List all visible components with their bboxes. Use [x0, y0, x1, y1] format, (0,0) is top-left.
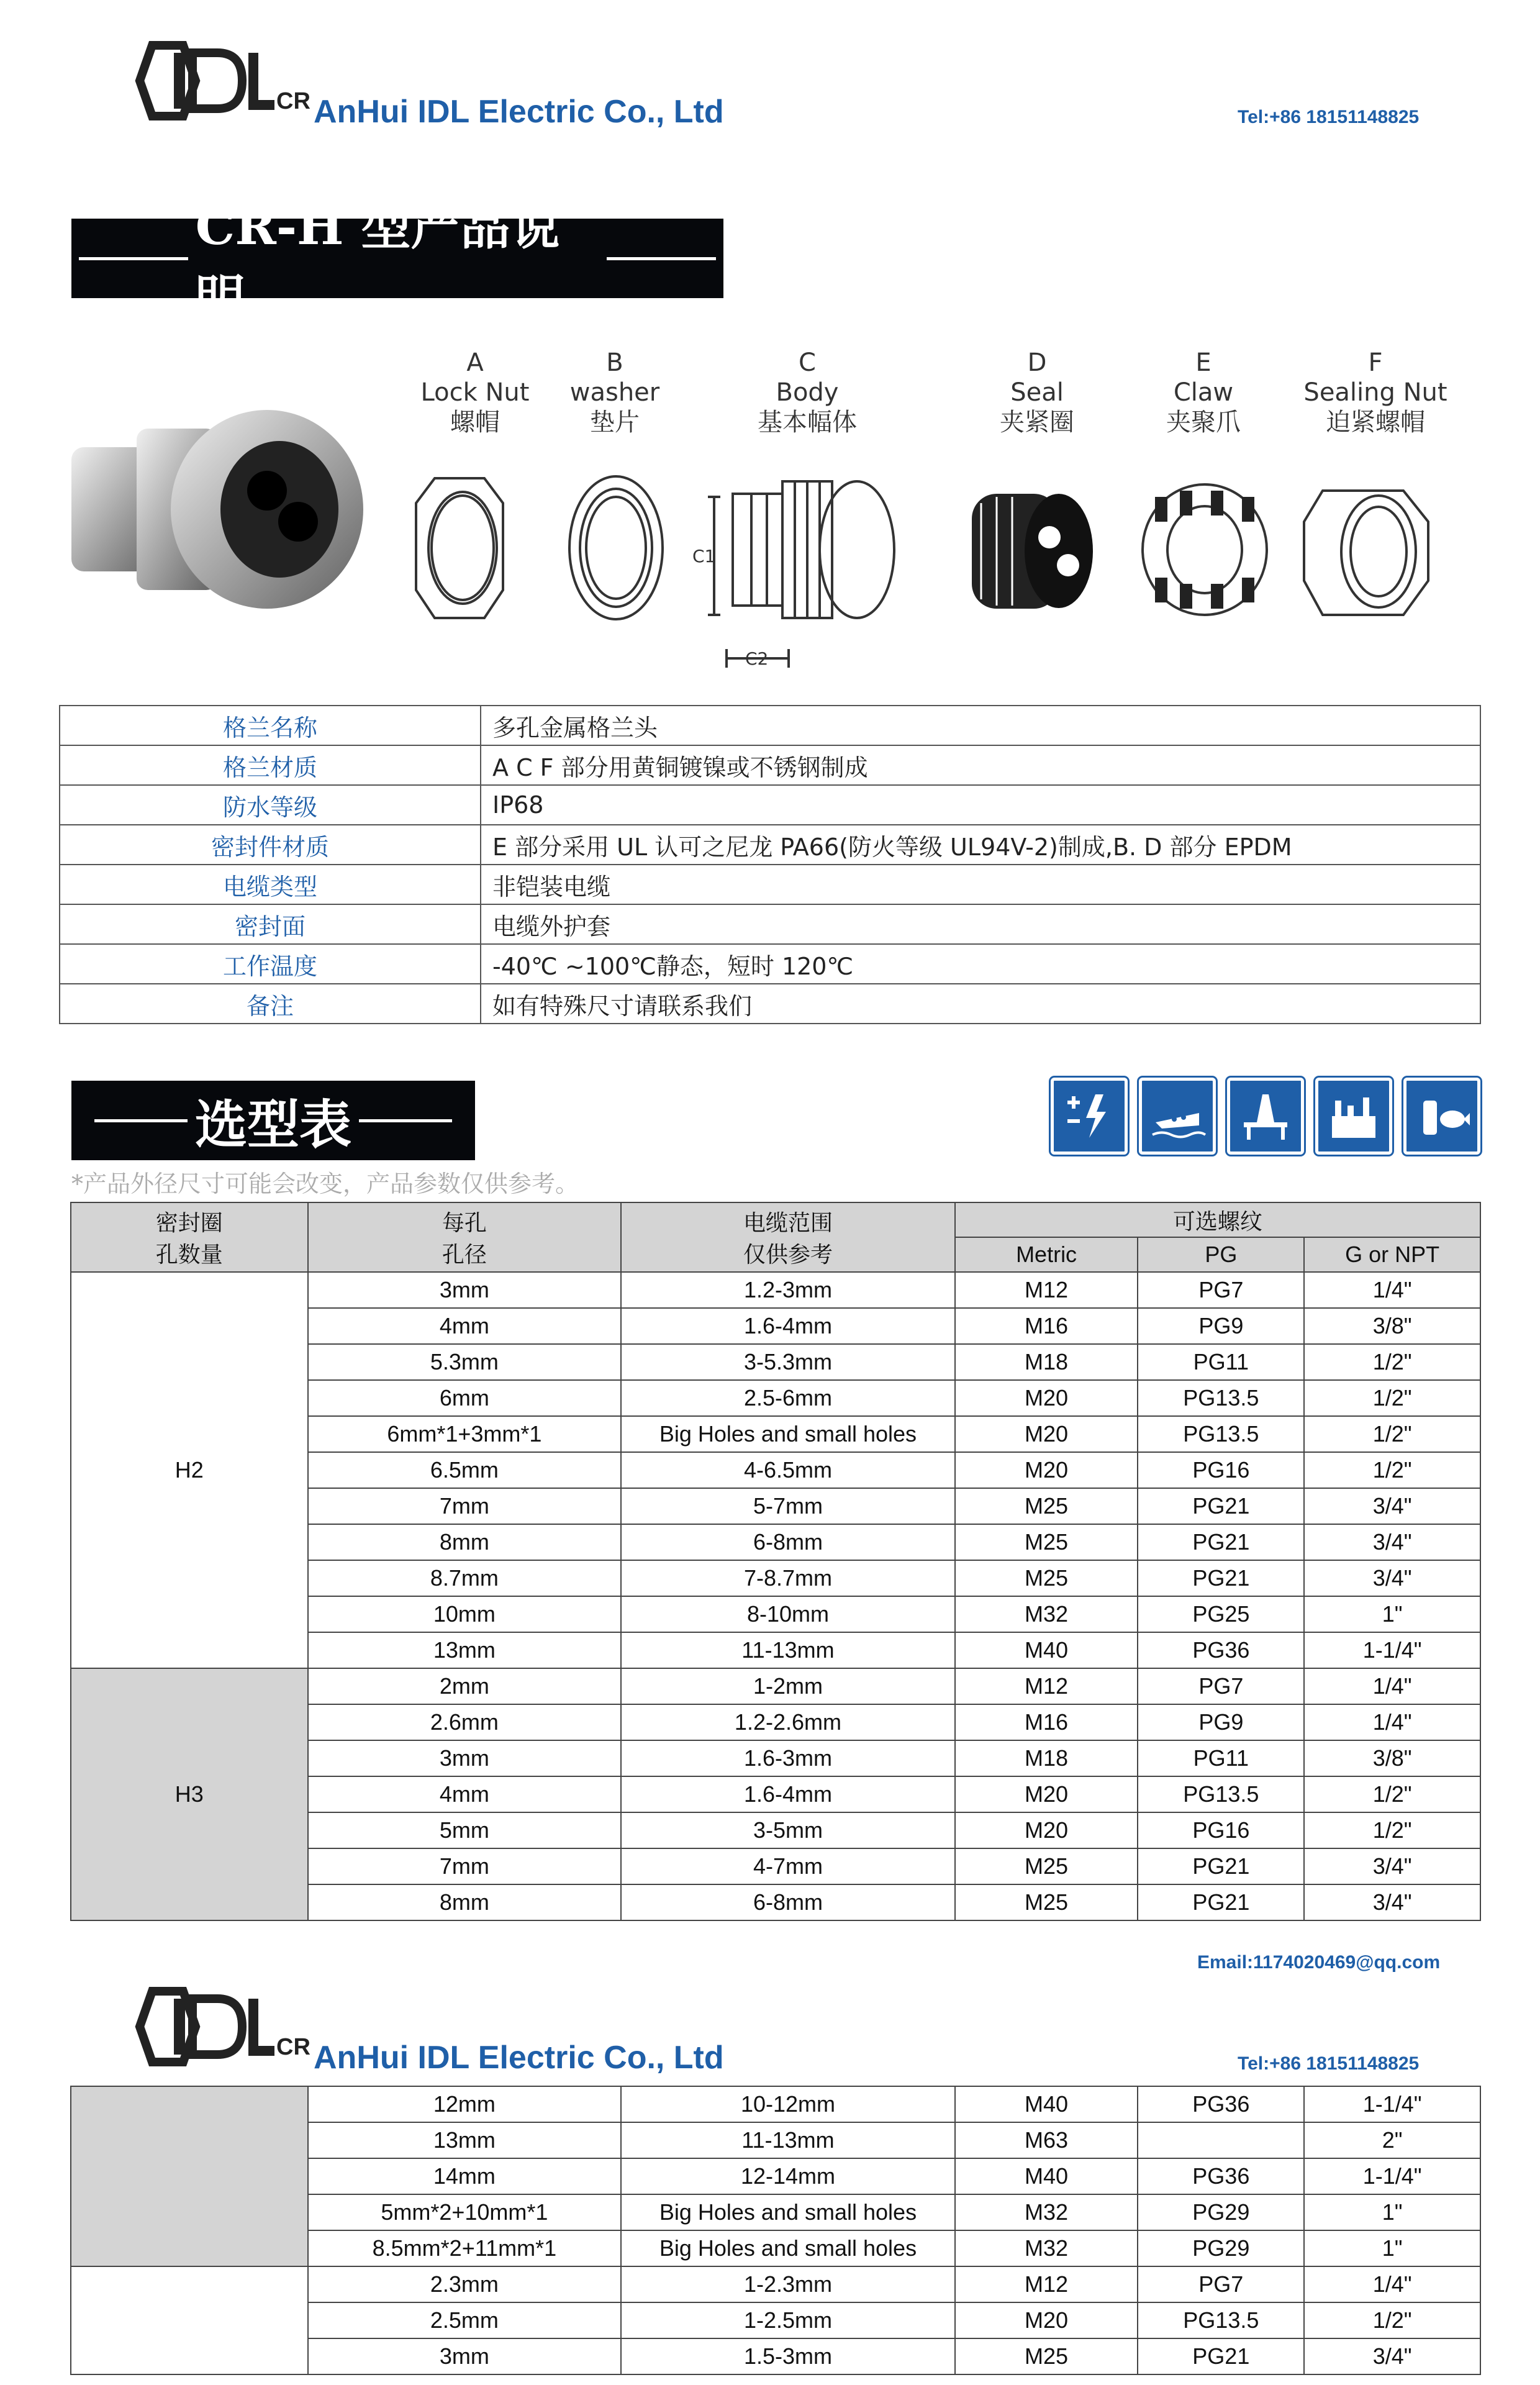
spec-row: [60, 904, 1480, 944]
group-cell: H2: [71, 1272, 308, 1668]
table-cell: 3/4": [1304, 2338, 1480, 2374]
food-icon: [1403, 1078, 1480, 1155]
part-d-label: D Seal 夹紧圈: [1000, 348, 1074, 437]
product-description-banner: [71, 198, 723, 327]
table-row: [71, 1272, 1480, 1308]
table-cell: 1.5-3mm: [621, 2338, 954, 2374]
table-cell: 14mm: [308, 2158, 622, 2194]
table-cell: Big Holes and small holes: [621, 2230, 954, 2266]
table-cell: 3/8": [1304, 1308, 1480, 1344]
table-cell: 8mm: [308, 1884, 622, 1920]
spec-value: 多孔金属格兰头: [481, 706, 1480, 745]
table-cell: 2mm: [308, 1668, 622, 1704]
part-a-label: A Lock Nut 螺帽: [420, 348, 530, 437]
table-cell: 1/2": [1304, 1344, 1480, 1380]
table-cell: M20: [955, 1416, 1138, 1452]
table-cell: PG21: [1138, 1488, 1304, 1524]
table-cell: 5.3mm: [308, 1344, 622, 1380]
table-cell: 3mm: [308, 1272, 622, 1308]
table-cell: PG25: [1138, 1596, 1304, 1632]
table-cell: M20: [955, 1812, 1138, 1848]
spec-value: E 部分采用 UL 认可之尼龙 PA66(防火等级 UL94V-2)制成,B. D 部分 EPDM: [481, 825, 1480, 865]
table-cell: 1/2": [1304, 1812, 1480, 1848]
header-npt: G or NPT: [1304, 1237, 1480, 1272]
table-cell: 6.5mm: [308, 1452, 622, 1488]
table-cell: 4-6.5mm: [621, 1452, 954, 1488]
parts-drawings: [410, 472, 1478, 683]
table-cell: Big Holes and small holes: [621, 1416, 954, 1452]
group-cell: H3: [71, 1668, 308, 1920]
table-cell: 1/2": [1304, 1380, 1480, 1416]
table-cell: 7mm: [308, 1488, 622, 1524]
table-cell: M25: [955, 1848, 1138, 1884]
table-cell: M18: [955, 1344, 1138, 1380]
part-b-label: B washer 垫片: [569, 348, 660, 437]
table-cell: PG29: [1138, 2194, 1304, 2230]
table-cell: 1.2-3mm: [621, 1272, 954, 1308]
table-cell: M18: [955, 1740, 1138, 1776]
table-cell: 1/2": [1304, 2302, 1480, 2338]
table-cell: M40: [955, 1632, 1138, 1668]
table-cell: 1-2.5mm: [621, 2302, 954, 2338]
banner-title: CR-H 型产品说明: [195, 198, 560, 327]
table-cell: M12: [955, 2266, 1138, 2302]
table-cell: PG21: [1138, 1560, 1304, 1596]
table-cell: 8.7mm: [308, 1560, 622, 1596]
table-cell: PG29: [1138, 2230, 1304, 2266]
table-cell: 2": [1304, 2122, 1480, 2158]
table-cell: 1/4": [1304, 1704, 1480, 1740]
header-pg: PG: [1138, 1237, 1304, 1272]
table-cell: 10-12mm: [621, 2086, 954, 2122]
table-cell: PG13.5: [1138, 1380, 1304, 1416]
spec-value: 电缆外护套: [481, 904, 1480, 944]
table-cell: 1.6-4mm: [621, 1308, 954, 1344]
table-cell: M16: [955, 1704, 1138, 1740]
spec-row: [60, 984, 1480, 1024]
table-cell: 5-7mm: [621, 1488, 954, 1524]
spec-row: [60, 865, 1480, 904]
table-cell: PG21: [1138, 1524, 1304, 1560]
table-cell: PG13.5: [1138, 1416, 1304, 1452]
table-cell: 6mm: [308, 1380, 622, 1416]
table-cell: 6-8mm: [621, 1524, 954, 1560]
table-cell: 1/2": [1304, 1452, 1480, 1488]
spec-value: 如有特殊尺寸请联系我们: [481, 984, 1480, 1024]
table-cell: 13mm: [308, 1632, 622, 1668]
table-cell: 1-1/4": [1304, 1632, 1480, 1668]
spec-label: 格兰材质: [60, 745, 481, 785]
table-cell: PG7: [1138, 1272, 1304, 1308]
spec-label: 电缆类型: [60, 865, 481, 904]
table-cell: PG21: [1138, 2338, 1304, 2374]
table-cell: 11-13mm: [621, 2122, 954, 2158]
table-cell: M25: [955, 2338, 1138, 2374]
telephone: Tel:+86 18151148825: [1238, 107, 1420, 127]
email: Email:1174020469@qq.com: [1197, 1952, 1441, 1973]
table-cell: 12-14mm: [621, 2158, 954, 2194]
table-cell: M32: [955, 2194, 1138, 2230]
table-cell: M16: [955, 1308, 1138, 1344]
selection-table-continued: [70, 2086, 1481, 2375]
table-cell: 3mm: [308, 1740, 622, 1776]
spec-value: A C F 部分用黄铜镀镍或不锈钢制成: [481, 745, 1480, 785]
spec-label: 防水等级: [60, 785, 481, 825]
table-cell: M25: [955, 1524, 1138, 1560]
spec-label: 格兰名称: [60, 706, 481, 745]
table-cell: M40: [955, 2158, 1138, 2194]
header-seal-count: 密封圈 孔数量: [71, 1202, 308, 1272]
table-cell: 8.5mm*2+11mm*1: [308, 2230, 622, 2266]
company-logo-2: [124, 1980, 310, 2073]
table-cell: M20: [955, 1452, 1138, 1488]
spec-value: -40℃ ~100℃静态，短时 120℃: [481, 944, 1480, 984]
table-cell: 3/4": [1304, 1488, 1480, 1524]
table-cell: PG36: [1138, 1632, 1304, 1668]
dim-c2: C2: [745, 648, 769, 669]
table-cell: 1/2": [1304, 1776, 1480, 1812]
table-cell: 1": [1304, 2230, 1480, 2266]
spec-row: [60, 825, 1480, 865]
table-cell: 1": [1304, 1596, 1480, 1632]
company-logo: [124, 34, 310, 127]
table-cell: M25: [955, 1884, 1138, 1920]
table-cell: 13mm: [308, 2122, 622, 2158]
spec-table: [59, 705, 1481, 1024]
table-cell: [1138, 2122, 1304, 2158]
table-cell: 8-10mm: [621, 1596, 954, 1632]
table-cell: M32: [955, 2230, 1138, 2266]
spec-row: [60, 785, 1480, 825]
table-cell: Big Holes and small holes: [621, 2194, 954, 2230]
table-cell: 2.5mm: [308, 2302, 622, 2338]
part-f-label: F Sealing Nut 迫紧螺帽: [1303, 348, 1447, 437]
spec-label: 工作温度: [60, 944, 481, 984]
table-cell: M12: [955, 1668, 1138, 1704]
oil-rig-icon: [1227, 1078, 1304, 1155]
table-cell: 3/4": [1304, 1884, 1480, 1920]
table-cell: M32: [955, 1596, 1138, 1632]
disclaimer-note: *产品外径尺寸可能会改变，产品参数仅供参考。: [71, 1170, 579, 1197]
table-cell: 12mm: [308, 2086, 622, 2122]
table-cell: M20: [955, 1380, 1138, 1416]
table-cell: PG16: [1138, 1452, 1304, 1488]
table-cell: 4-7mm: [621, 1848, 954, 1884]
table-cell: 4mm: [308, 1776, 622, 1812]
table-row: [71, 2266, 1480, 2302]
table-cell: PG13.5: [1138, 1776, 1304, 1812]
table-cell: PG21: [1138, 1848, 1304, 1884]
table-cell: 3/4": [1304, 1848, 1480, 1884]
spec-row: [60, 706, 1480, 745]
table-cell: 3/4": [1304, 1560, 1480, 1596]
banner-title-2: 选型表: [194, 1093, 351, 1155]
table-cell: PG7: [1138, 2266, 1304, 2302]
table-cell: 1-2mm: [621, 1668, 954, 1704]
table-cell: M25: [955, 1560, 1138, 1596]
table-cell: PG11: [1138, 1740, 1304, 1776]
table-cell: 10mm: [308, 1596, 622, 1632]
table-cell: PG7: [1138, 1668, 1304, 1704]
table-cell: 3-5mm: [621, 1812, 954, 1848]
table-cell: 2.6mm: [308, 1704, 622, 1740]
table-cell: 1.6-3mm: [621, 1740, 954, 1776]
table-cell: 11-13mm: [621, 1632, 954, 1668]
table-cell: 7-8.7mm: [621, 1560, 954, 1596]
table-cell: PG13.5: [1138, 2302, 1304, 2338]
table-cell: 4mm: [308, 1308, 622, 1344]
table-cell: PG36: [1138, 2086, 1304, 2122]
svg-text:CR: CR: [276, 88, 310, 114]
table-cell: M25: [955, 1488, 1138, 1524]
table-cell: PG36: [1138, 2158, 1304, 2194]
table-cell: 1/2": [1304, 1416, 1480, 1452]
table-cell: 1": [1304, 2194, 1480, 2230]
ship-icon: [1139, 1078, 1216, 1155]
header-cable-range: 电缆范围 仅供参考: [621, 1202, 954, 1272]
table-cell: PG11: [1138, 1344, 1304, 1380]
part-c-label: C Body 基本幅体: [758, 348, 857, 437]
spec-row: [60, 745, 1480, 785]
table-cell: PG16: [1138, 1812, 1304, 1848]
table-cell: PG21: [1138, 1884, 1304, 1920]
svg-text:CR: CR: [276, 2034, 310, 2060]
table-cell: 3-5.3mm: [621, 1344, 954, 1380]
table-cell: 1.2-2.6mm: [621, 1704, 954, 1740]
table-cell: 1-1/4": [1304, 2086, 1480, 2122]
table-cell: 1/4": [1304, 2266, 1480, 2302]
header-hole-size: 每孔 孔径: [308, 1202, 622, 1272]
table-cell: 3/8": [1304, 1740, 1480, 1776]
company-name: AnHui IDL Electric Co., Ltd: [314, 94, 724, 130]
table-cell: 3mm: [308, 2338, 622, 2374]
spec-label: 密封件材质: [60, 825, 481, 865]
table-cell: 1-2.3mm: [621, 2266, 954, 2302]
header-metric: Metric: [955, 1237, 1138, 1272]
table-cell: M40: [955, 2086, 1138, 2122]
table-cell: 3/4": [1304, 1524, 1480, 1560]
application-icons: [1051, 1078, 1480, 1155]
product-photo: [62, 385, 366, 627]
table-cell: 5mm: [308, 1812, 622, 1848]
table-cell: M20: [955, 2302, 1138, 2338]
table-cell: 1/4": [1304, 1668, 1480, 1704]
table-cell: 1-1/4": [1304, 2158, 1480, 2194]
table-cell: 8mm: [308, 1524, 622, 1560]
spec-value: IP68: [481, 785, 1480, 825]
table-cell: 2.3mm: [308, 2266, 622, 2302]
table-cell: 6mm*1+3mm*1: [308, 1416, 622, 1452]
table-cell: 7mm: [308, 1848, 622, 1884]
spec-value: 非铠装电缆: [481, 865, 1480, 904]
spec-row: [60, 944, 1480, 984]
table-cell: 2.5-6mm: [621, 1380, 954, 1416]
table-cell: M20: [955, 1776, 1138, 1812]
table-row: [71, 1668, 1480, 1704]
table-cell: 6-8mm: [621, 1884, 954, 1920]
part-e-label: E Claw 夹聚爪: [1166, 348, 1241, 437]
table-cell: PG9: [1138, 1704, 1304, 1740]
selection-table: [70, 1202, 1481, 1921]
spec-label: 备注: [60, 984, 481, 1024]
table-cell: 1.6-4mm: [621, 1776, 954, 1812]
company-name-2: AnHui IDL Electric Co., Ltd: [314, 2040, 724, 2076]
telephone-2: Tel:+86 18151148825: [1238, 2053, 1420, 2074]
table-row: [71, 2086, 1480, 2122]
header-thread-options: 可选螺纹: [955, 1202, 1480, 1237]
spec-label: 密封面: [60, 904, 481, 944]
power-icon: [1051, 1078, 1128, 1155]
table-cell: M63: [955, 2122, 1138, 2158]
table-cell: 1/4": [1304, 1272, 1480, 1308]
table-cell: PG9: [1138, 1308, 1304, 1344]
group-cell: [71, 2266, 308, 2374]
selection-table-banner: [71, 1081, 475, 1160]
table-cell: 5mm*2+10mm*1: [308, 2194, 622, 2230]
factory-icon: [1315, 1078, 1392, 1155]
table-cell: M12: [955, 1272, 1138, 1308]
dim-c1: C1: [692, 546, 716, 566]
group-cell: [71, 2086, 308, 2266]
